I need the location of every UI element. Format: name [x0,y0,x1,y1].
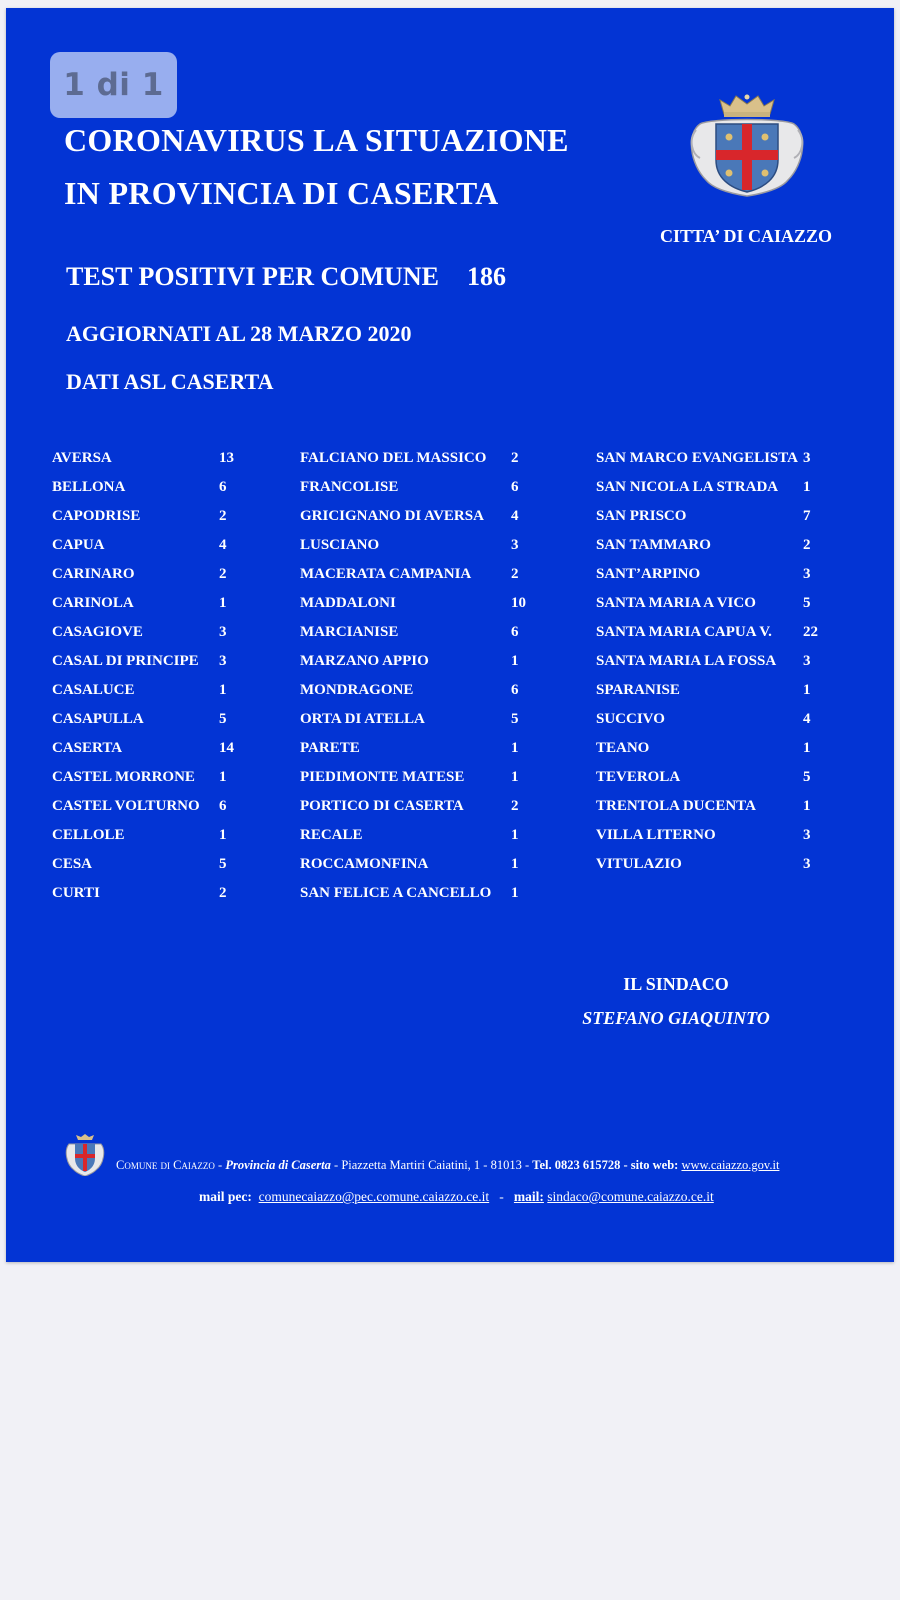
municipality-count: 1 [803,798,811,814]
signature-role: IL SINDACO [623,974,729,994]
mail-label: mail: [513,1189,544,1204]
municipality-count: 3 [803,450,811,466]
municipality-count: 1 [219,682,227,698]
municipality-count: 22 [803,624,818,640]
municipality-name: SAN MARCO EVANGELISTA [596,450,798,466]
municipality-row [300,595,560,624]
municipality-row [596,769,856,798]
city-caption: CITTA’ DI CAIAZZO [659,226,833,246]
municipality-name: CASAL DI PRINCIPE [52,653,199,669]
municipality-row [596,450,856,479]
municipality-name: VITULAZIO [596,856,682,872]
footer-separator: - [214,1158,226,1172]
municipality-row [596,537,856,566]
municipality-name: SAN NICOLA LA STRADA [596,479,779,495]
municipality-row [596,798,856,827]
municipality-name: TRENTOLA DUCENTA [596,798,756,814]
municipality-name: MONDRAGONE [300,682,414,698]
municipality-count: 3 [511,537,519,553]
municipality-count: 1 [803,682,811,698]
municipality-count: 14 [219,740,234,756]
municipality-count: 5 [511,711,519,727]
municipality-name: CELLOLE [52,827,125,843]
municipality-count: 1 [511,827,519,843]
municipality-row [300,740,560,769]
municipality-row [300,537,560,566]
municipality-row [52,653,272,682]
footer-mail-separator: - [489,1189,514,1204]
municipality-name: CASAPULLA [52,711,144,727]
municipality-name: MARZANO APPIO [300,653,429,669]
coat-of-arms-icon [684,94,810,198]
municipality-row [300,885,560,914]
municipality-name: TEANO [596,740,650,756]
positive-tests-label: TEST POSITIVI PER COMUNE [66,262,439,291]
page-counter-badge: 1 di 1 [50,52,177,118]
municipality-row [52,682,272,711]
municipality-row [300,711,560,740]
municipality-count: 2 [803,537,811,553]
municipality-name: BELLONA [52,479,126,495]
municipality-row [596,856,856,885]
document-page [6,8,894,1262]
municipality-row [596,508,856,537]
pec-email-link[interactable]: comunecaiazzo@pec.comune.caiazzo.ce.it [258,1189,490,1204]
municipality-count: 2 [511,798,519,814]
municipality-count: 4 [511,508,519,524]
municipality-row [596,682,856,711]
municipality-name: CURTI [52,885,100,901]
municipality-count: 1 [511,740,519,756]
municipality-row [52,827,272,856]
municipality-name: SAN PRISCO [596,508,687,524]
municipality-count: 2 [219,885,227,901]
footer-mail-line [199,1189,714,1205]
municipality-row [52,798,272,827]
mayor-email-link[interactable]: sindaco@comune.caiazzo.ce.it [547,1189,714,1204]
footer-provincia: Provincia di Caserta [225,1158,331,1172]
municipality-count: 7 [803,508,811,524]
title-line-2: IN PROVINCIA DI CASERTA [64,175,499,211]
municipality-row [300,769,560,798]
municipality-name: FALCIANO DEL MASSICO [300,450,487,466]
municipality-count: 1 [803,479,811,495]
municipality-count: 4 [219,537,227,553]
municipality-row [596,479,856,508]
footer-phone: Tel. 0823 615728 [532,1158,621,1172]
municipality-name: RECALE [300,827,363,843]
municipality-name: MARCIANISE [300,624,399,640]
municipality-row [300,624,560,653]
municipality-count: 3 [803,653,811,669]
municipality-name: CASALUCE [52,682,135,698]
municipality-row [52,537,272,566]
municipality-name: SAN TAMMARO [596,537,711,553]
footer-address-line [116,1158,779,1173]
footer-address: - Piazzetta Martiri Caiatini, 1 - 81013 - [330,1158,533,1172]
municipality-count: 1 [511,653,519,669]
municipality-row [52,566,272,595]
municipality-row [300,798,560,827]
municipality-count: 2 [511,566,519,582]
municipality-name: SANTA MARIA A VICO [596,595,756,611]
municipality-column-1 [52,450,272,914]
municipality-count: 6 [511,479,519,495]
municipality-name: CAPUA [52,537,105,553]
updated-date: AGGIORNATI AL 28 MARZO 2020 [66,321,412,346]
municipality-count: 2 [219,508,227,524]
municipality-name: LUSCIANO [300,537,380,553]
municipality-name: CESA [52,856,93,872]
municipality-row [52,711,272,740]
municipality-count: 2 [511,450,519,466]
municipality-name: ORTA DI ATELLA [300,711,425,727]
title-line-1: CORONAVIRUS LA SITUAZIONE [64,122,569,158]
municipality-count: 1 [511,885,519,901]
municipality-count: 3 [219,653,227,669]
municipality-name: AVERSA [52,450,112,466]
municipality-name: SANT’ARPINO [596,566,701,582]
municipality-row [300,479,560,508]
municipality-name: TEVEROLA [596,769,681,785]
municipality-count: 13 [219,450,234,466]
municipality-row [596,624,856,653]
municipality-count: 3 [219,624,227,640]
municipality-row [596,711,856,740]
municipality-name: PORTICO DI CASERTA [300,798,464,814]
municipality-name: SUCCIVO [596,711,665,727]
signature-name: STEFANO GIAQUINTO [582,1008,770,1028]
municipality-count: 6 [219,798,227,814]
municipality-count: 1 [511,769,519,785]
municipality-row [52,856,272,885]
municipality-count: 1 [803,740,811,756]
website-link[interactable]: www.caiazzo.gov.it [681,1158,780,1172]
municipality-count: 6 [511,624,519,640]
municipality-row [300,653,560,682]
municipality-name: SPARANISE [596,682,680,698]
municipality-count: 1 [219,827,227,843]
municipality-row [596,653,856,682]
municipality-row [596,566,856,595]
municipality-row [52,450,272,479]
municipality-count: 6 [219,479,227,495]
municipality-name: PARETE [300,740,360,756]
data-source: DATI ASL CASERTA [66,369,274,394]
municipality-count: 10 [511,595,526,611]
municipality-column-3 [596,450,856,885]
municipality-count: 2 [219,566,227,582]
municipality-row [52,479,272,508]
pec-label: mail pec: [199,1189,252,1204]
municipality-name: MADDALONI [300,595,396,611]
municipality-row [52,595,272,624]
municipality-name: CAPODRISE [52,508,141,524]
municipality-name: CASAGIOVE [52,624,143,640]
municipality-name: SANTA MARIA LA FOSSA [596,653,777,669]
small-coat-of-arms-icon [64,1134,106,1176]
municipality-row [52,508,272,537]
municipality-row [300,450,560,479]
municipality-row [300,508,560,537]
municipality-row [300,682,560,711]
municipality-name: CASERTA [52,740,123,756]
municipality-name: FRANCOLISE [300,479,399,495]
municipality-name: VILLA LITERNO [596,827,716,843]
municipality-count: 5 [219,711,227,727]
municipality-count: 6 [511,682,519,698]
municipality-row [300,856,560,885]
municipality-name: CASTEL MORRONE [52,769,195,785]
municipality-count: 1 [219,595,227,611]
municipality-row [52,769,272,798]
municipality-count: 1 [219,769,227,785]
municipality-row [300,827,560,856]
municipality-name: ROCCAMONFINA [300,856,429,872]
footer-site-label: - sito web: [620,1158,679,1172]
municipality-count: 3 [803,566,811,582]
municipality-name: SAN FELICE A CANCELLO [300,885,492,901]
municipality-count: 3 [803,856,811,872]
municipality-row [52,624,272,653]
municipality-count: 5 [803,769,811,785]
municipality-row [596,595,856,624]
municipality-row [52,885,272,914]
municipality-row [300,566,560,595]
positive-tests-total: 186 [467,262,506,291]
municipality-name: SANTA MARIA CAPUA V. [596,624,772,640]
municipality-name: GRICIGNANO DI AVERSA [300,508,484,524]
municipality-count: 4 [803,711,811,727]
municipality-row [52,740,272,769]
municipality-count: 5 [803,595,811,611]
municipality-name: CARINOLA [52,595,134,611]
municipality-row [596,827,856,856]
municipality-name: CASTEL VOLTURNO [52,798,200,814]
document-title [64,114,569,220]
footer-comune: Comune di Caiazzo [116,1158,215,1172]
positive-tests-heading [66,262,506,292]
municipality-row [596,740,856,769]
municipality-count: 1 [511,856,519,872]
municipality-name: MACERATA CAMPANIA [300,566,472,582]
municipality-count: 3 [803,827,811,843]
municipality-count: 5 [219,856,227,872]
municipality-column-2 [300,450,560,914]
municipality-name: PIEDIMONTE MATESE [300,769,465,785]
municipality-name: CARINARO [52,566,135,582]
